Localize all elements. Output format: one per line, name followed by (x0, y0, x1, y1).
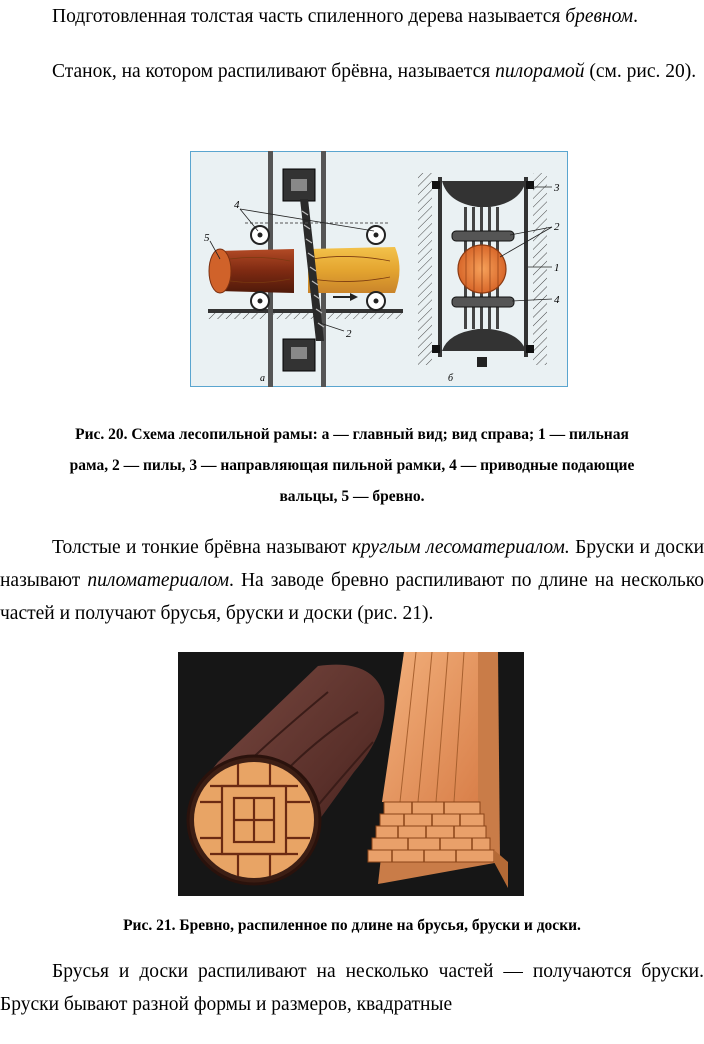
sawmill-frame-diagram (190, 151, 568, 387)
fig21-caption: Рис. 21. Бревно, распиленное по длине на брусья, бруски и доски. (123, 917, 581, 934)
label-3: 3 (554, 182, 560, 194)
label-1: 1 (554, 262, 560, 274)
term-piloramoy: пилорамой (495, 61, 585, 82)
paragraph-3: Толстые и тонкие брёвна называют круглым лесоматериалом. Бруски и доски называют пиломатериалом. На заводе бревно распиливают по длине на несколько частей и получают брусья, бруски и доски (рис. 21). (0, 537, 704, 624)
view-label-a: а (260, 373, 265, 384)
paragraph-4: Брусья и доски распиливают на несколько частей — получаются бруски. Бруски бывают разной формы и размеров, квадратные (0, 961, 704, 1015)
label-4-a: 4 (234, 199, 240, 211)
fig20-caption-line-2: рама, 2 — пилы, 3 — направляющая пильной рамки, 4 — приводные подающие (69, 457, 635, 474)
paragraph-2: Станок, на котором распиливают брёвна, называется пилорамой (см. рис. 20). (52, 61, 697, 82)
fig20-caption-line-1: Рис. 20. Схема лесопильной рамы: а — главный вид; вид справа; 1 — пильная (75, 426, 629, 443)
sawn-log-illustration (178, 652, 524, 896)
view-label-b: б (448, 373, 454, 384)
label-4-b: 4 (554, 294, 560, 306)
fig20-caption-line-3: вальцы, 5 — бревно. (279, 488, 425, 505)
paragraph-1: Подготовленная толстая часть спиленного дерева называется бревном. (52, 6, 638, 27)
label-5: 5 (204, 232, 210, 244)
term-brevnom: бревном (565, 6, 634, 27)
term-roundwood: круглым лесоматериалом. (351, 537, 570, 558)
term-lumber: пиломатериалом (87, 570, 230, 591)
label-2-b: 2 (554, 221, 560, 233)
label-2-a: 2 (346, 328, 352, 340)
